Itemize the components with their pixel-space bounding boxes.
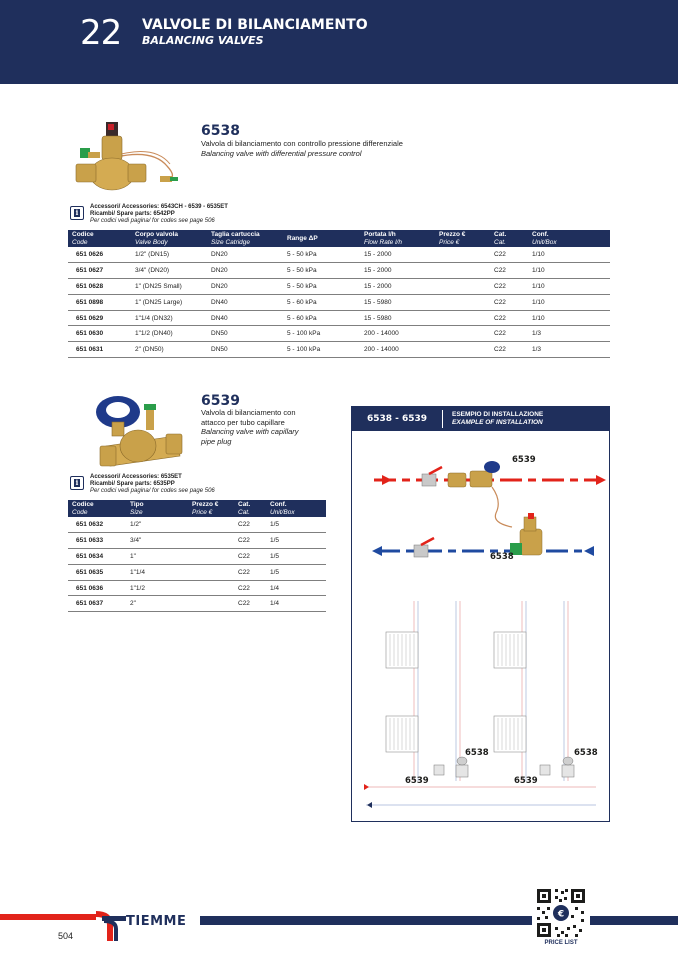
col-header: Prezzo € Price € — [188, 500, 234, 517]
table-cell: C22 — [234, 517, 266, 533]
return-pipe — [372, 546, 594, 556]
price-list-label: PRICE LIST — [544, 940, 578, 946]
table-cell: 1/10 — [528, 263, 610, 279]
table-6539 — [68, 500, 326, 612]
table-cell: DN20 — [207, 263, 283, 279]
table-row — [68, 247, 610, 263]
col-header: Prezzo € Price € — [435, 230, 490, 247]
table-cell — [435, 310, 490, 326]
table-cell: 1/10 — [528, 279, 610, 295]
table-row — [68, 596, 326, 612]
info-icon: i — [70, 476, 84, 490]
product-6538-description — [201, 139, 451, 158]
small-valves-left — [434, 757, 468, 777]
table-cell: 1/4 — [266, 596, 326, 612]
table-row — [68, 533, 326, 549]
info-icon: i — [70, 206, 84, 220]
product-6539-desc-it-1: Valvola di bilanciamento con — [201, 408, 296, 417]
table-cell: 1/5 — [266, 533, 326, 549]
table-row — [68, 310, 610, 326]
table-cell: C22 — [490, 279, 528, 295]
col-header: Codice Code — [68, 500, 126, 517]
product-code-cell: 651 0629 — [68, 310, 131, 326]
table-6538-header — [68, 230, 610, 247]
table-cell: 1/3 — [528, 342, 610, 358]
table-cell: 5 - 50 kPa — [283, 263, 360, 279]
building-lines-blue — [366, 601, 596, 805]
col-header: Tipo Size — [126, 500, 188, 517]
table-cell: 5 - 100 kPa — [283, 326, 360, 342]
table-cell — [435, 294, 490, 310]
table-cell: 1" (DN25 Small) — [131, 279, 207, 295]
table-cell: DN40 — [207, 310, 283, 326]
table-cell: 1/5 — [266, 564, 326, 580]
table-cell: DN50 — [207, 342, 283, 358]
product-6538-desc-it: Valvola di bilanciamento con controllo pressione differenziale — [201, 139, 403, 148]
col-header: Conf. Unit/Box — [266, 500, 326, 517]
section-number: 22 — [80, 13, 122, 53]
table-cell: 1"1/2 (DN40) — [131, 326, 207, 342]
ball-valve-bottom — [414, 538, 434, 557]
spare-parts-6538: Ricambi/ Spare parts: 6542PP — [90, 211, 175, 217]
spare-parts-6539: Ricambi/ Spare parts: 6535PP — [90, 481, 175, 487]
accessories-6538 — [90, 204, 228, 225]
product-code-cell: 651 0633 — [68, 533, 126, 549]
table-cell: 1/2" — [126, 517, 188, 533]
table-row — [68, 517, 326, 533]
table-cell: 200 - 14000 — [360, 326, 435, 342]
table-cell: 1"1/2 — [126, 580, 188, 596]
product-code-cell: 651 0636 — [68, 580, 126, 596]
label-6538-right: 6538 — [574, 748, 598, 758]
label-6539-right: 6539 — [514, 776, 538, 786]
section-title-it: VALVOLE DI BILANCIAMENTO — [142, 17, 368, 33]
label-6538-left: 6538 — [465, 748, 489, 758]
table-cell — [435, 326, 490, 342]
table-cell: DN20 — [207, 247, 283, 263]
product-code-cell: 651 0635 — [68, 564, 126, 580]
product-code-cell: 651 0631 — [68, 342, 131, 358]
table-cell: C22 — [490, 263, 528, 279]
return-arrow — [367, 802, 372, 808]
table-cell: 15 - 2000 — [360, 263, 435, 279]
table-row — [68, 263, 610, 279]
table-cell: 1" — [126, 549, 188, 565]
installation-example-panel — [351, 406, 610, 822]
brand-logo: TIEMME — [126, 914, 187, 929]
col-header: Conf. Unit/Box — [528, 230, 610, 247]
table-cell: 5 - 50 kPa — [283, 247, 360, 263]
table-cell: C22 — [234, 533, 266, 549]
product-code-cell: 651 0634 — [68, 549, 126, 565]
ball-valve-top — [422, 467, 442, 486]
table-cell — [188, 533, 234, 549]
table-cell: 2" (DN50) — [131, 342, 207, 358]
table-cell: C22 — [490, 310, 528, 326]
table-cell: 5 - 60 kPa — [283, 294, 360, 310]
product-code-cell: 651 0627 — [68, 263, 131, 279]
table-cell: 1/10 — [528, 294, 610, 310]
col-header: Range ΔP — [283, 230, 360, 247]
accessories-6539-line1: Accessori/ Accessories: 6535ET — [90, 474, 182, 480]
header-divider — [442, 410, 443, 428]
table-cell — [188, 564, 234, 580]
table-cell: 2" — [126, 596, 188, 612]
table-cell: 1/3 — [528, 326, 610, 342]
product-code-cell: 651 0628 — [68, 279, 131, 295]
table-row — [68, 580, 326, 596]
installation-codes: 6538 - 6539 — [366, 414, 428, 424]
col-header: Portata l/h Flow Rate l/h — [360, 230, 435, 247]
table-row — [68, 279, 610, 295]
table-cell: 1/2" (DN15) — [131, 247, 207, 263]
table-cell: C22 — [234, 549, 266, 565]
table-cell: 15 - 5980 — [360, 310, 435, 326]
page-number: 504 — [58, 931, 74, 941]
table-row — [68, 549, 326, 565]
col-header: Cat. Cat. — [490, 230, 528, 247]
table-cell: 5 - 60 kPa — [283, 310, 360, 326]
table-cell: 200 - 14000 — [360, 342, 435, 358]
product-6539-desc-en-2: pipe plug — [201, 436, 232, 446]
table-cell: 1/10 — [528, 310, 610, 326]
label-6538-mid: 6538 — [490, 552, 514, 562]
col-header: Codice Code — [68, 230, 131, 247]
table-cell: C22 — [490, 342, 528, 358]
see-page-6538: Per codici vedi pagina/ for codes see page 506 — [90, 218, 215, 224]
valve-6539-image — [86, 390, 196, 470]
installation-header — [352, 407, 609, 431]
table-row — [68, 294, 610, 310]
table-cell: DN50 — [207, 326, 283, 342]
table-cell: C22 — [490, 326, 528, 342]
table-row — [68, 564, 326, 580]
table-cell: 3/4" (DN20) — [131, 263, 207, 279]
product-code-cell: 651 0626 — [68, 247, 131, 263]
table-6538 — [68, 230, 610, 358]
table-cell — [188, 549, 234, 565]
product-6539-desc-en-1: Balancing valve with capillary — [201, 427, 299, 436]
product-code-cell: 651 0630 — [68, 326, 131, 342]
table-cell — [435, 247, 490, 263]
table-cell: 1/4 — [266, 580, 326, 596]
page-header — [0, 0, 678, 84]
see-page-6539: Per codici vedi pagina/ for codes see page 506 — [90, 488, 215, 494]
table-cell: 1"1/4 — [126, 564, 188, 580]
table-cell — [435, 263, 490, 279]
svg-text:€: € — [557, 909, 565, 920]
product-code-6539: 6539 — [201, 393, 240, 409]
qr-code-icon[interactable] — [535, 887, 587, 939]
accessories-6539 — [90, 474, 215, 495]
product-6539-description — [201, 408, 341, 446]
installation-title-en: EXAMPLE OF INSTALLATION — [452, 419, 543, 426]
col-header: Taglia cartuccia Size Catridge — [207, 230, 283, 247]
section-title-en: BALANCING VALVES — [142, 34, 264, 47]
table-row — [68, 342, 610, 358]
table-cell: DN20 — [207, 279, 283, 295]
col-header: Cat. Cat. — [234, 500, 266, 517]
product-6538-desc-en: Balancing valve with differential pressure control — [201, 148, 362, 158]
table-cell: C22 — [234, 564, 266, 580]
table-6539-header — [68, 500, 326, 517]
accessories-6538-line1: Accessori/ Accessories: 6543CH - 6539 - 6535ET — [90, 204, 228, 210]
product-6539-desc-it-2: attacco per tubo capillare — [201, 417, 285, 427]
table-cell: 1/10 — [528, 247, 610, 263]
valve-6538-diagram — [510, 513, 542, 555]
table-cell: 1"1/4 (DN32) — [131, 310, 207, 326]
table-cell: DN40 — [207, 294, 283, 310]
building-lines — [366, 601, 596, 787]
installation-title-it: ESEMPIO DI INSTALLAZIONE — [452, 411, 544, 418]
product-code-cell: 651 0898 — [68, 294, 131, 310]
installation-diagram — [352, 431, 609, 821]
table-cell: 15 - 5980 — [360, 294, 435, 310]
table-cell: C22 — [490, 294, 528, 310]
table-cell: 3/4" — [126, 533, 188, 549]
label-6539-left: 6539 — [405, 776, 429, 786]
table-cell — [188, 596, 234, 612]
product-code-cell: 651 0632 — [68, 517, 126, 533]
table-cell: C22 — [234, 580, 266, 596]
table-cell: 5 - 100 kPa — [283, 342, 360, 358]
table-cell: 1/5 — [266, 549, 326, 565]
product-code-6538: 6538 — [201, 123, 240, 139]
table-cell: 1" (DN25 Large) — [131, 294, 207, 310]
table-cell: C22 — [490, 247, 528, 263]
table-cell — [435, 342, 490, 358]
label-6539-top: 6539 — [512, 455, 536, 465]
table-cell: 5 - 50 kPa — [283, 279, 360, 295]
table-cell: C22 — [234, 596, 266, 612]
col-header: Corpo valvola Valve Body — [131, 230, 207, 247]
valve-6539-diagram — [448, 461, 500, 487]
table-cell — [188, 517, 234, 533]
table-cell: 15 - 2000 — [360, 279, 435, 295]
product-code-cell: 651 0637 — [68, 596, 126, 612]
table-cell: 1/5 — [266, 517, 326, 533]
valve-6538-image — [62, 118, 192, 198]
table-cell — [188, 580, 234, 596]
table-cell: 15 - 2000 — [360, 247, 435, 263]
supply-arrow — [364, 784, 369, 790]
small-valves-right — [540, 757, 574, 777]
capillary-tube — [492, 487, 512, 527]
table-cell — [435, 279, 490, 295]
table-row — [68, 326, 610, 342]
